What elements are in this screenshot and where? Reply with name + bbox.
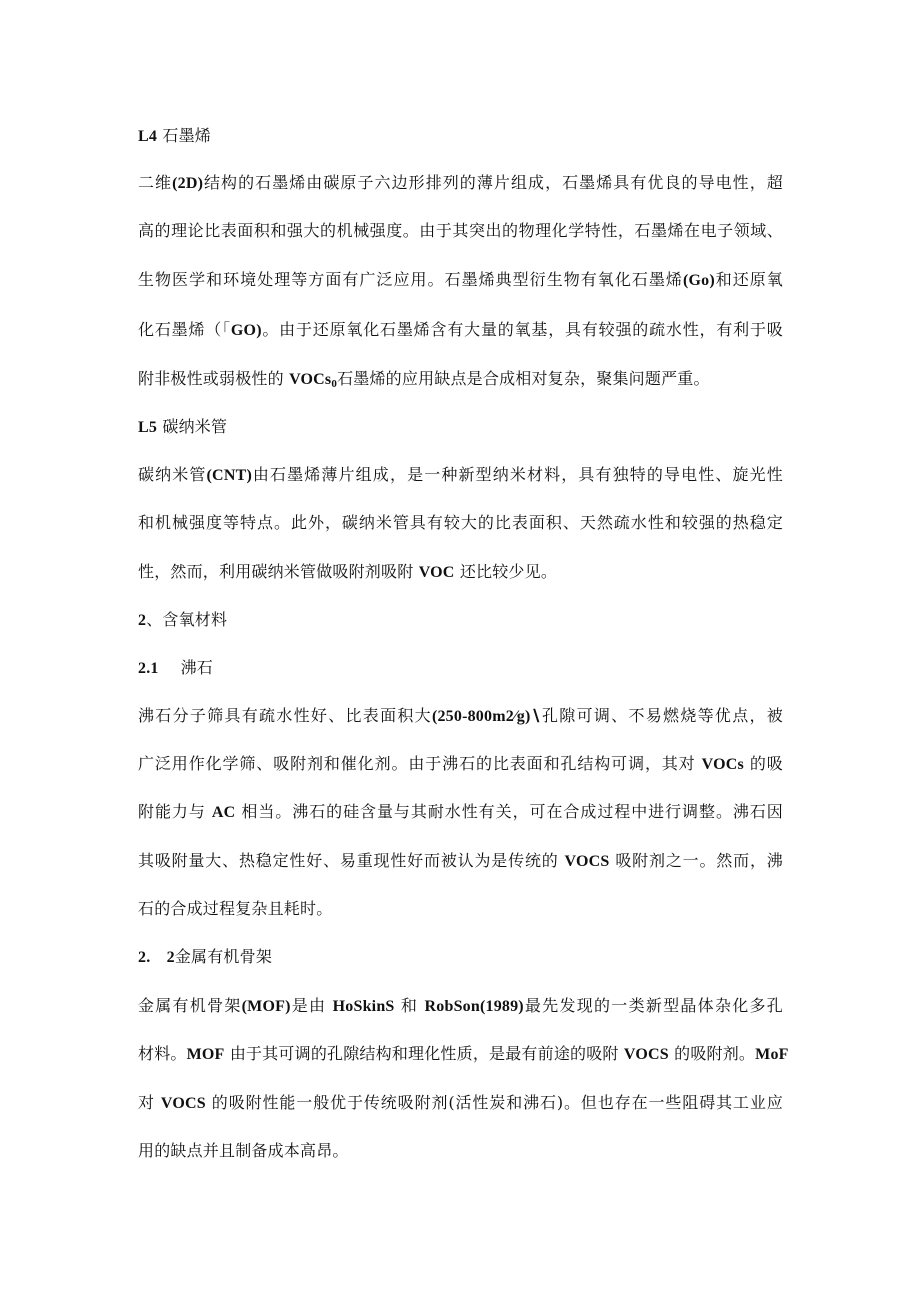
text-run: 广泛用作化学筛、吸附剂和催化剂。由于沸石的比表面和孔结构可调，其对 — [138, 754, 702, 773]
text-run-bold: MoF — [755, 1046, 789, 1063]
text-run: 由石墨烯薄片组成，是一种新型纳米材料，具有独特的导电性、旋光性 — [251, 465, 783, 484]
zeolite-paragraph-line — [138, 802, 783, 823]
text-run: 的吸 — [743, 754, 784, 773]
heading-text: 金属有机骨架 — [174, 947, 273, 966]
text-run: 相当。沸石的硅含量与其耐水性有关，可在合成过程中进行调整。沸石因 — [235, 802, 784, 821]
text-run: 还比较少见。 — [454, 562, 558, 581]
graphene-paragraph-line — [138, 320, 783, 341]
heading-number: 2. 2 — [138, 949, 175, 966]
text-run: 金属有机骨架 — [138, 996, 242, 1015]
section-heading-cnt — [138, 417, 227, 438]
mof-paragraph-line — [138, 996, 783, 1017]
text-run-bold: VOCs — [701, 756, 744, 773]
subscript: 0 — [331, 378, 338, 390]
mof-paragraph-line — [138, 1093, 783, 1114]
text-run: 是由 — [290, 996, 333, 1015]
text-run-bold: MOF — [186, 1046, 225, 1063]
text-run: 和还原氧 — [714, 270, 783, 289]
text-run-bold: (250-800m2∕g)∖ — [431, 708, 541, 725]
text-run: 对 — [138, 1093, 161, 1112]
text-run: 。由于还原氧化石墨烯含有大量的氧基，具有较强的疏水性，有利于吸 — [261, 320, 784, 339]
section-heading-mof — [138, 947, 272, 968]
text-run: 的吸附性能一般优于传统吸附剂(活性炭和沸石)。但也存在一些阻碍其工业应 — [205, 1093, 783, 1112]
graphene-paragraph-line — [138, 369, 710, 394]
text-run: 生物医学和环境处理等方面有广泛应用。石墨烯典型衍生物有氧化石墨烯 — [138, 270, 683, 289]
text-run: 吸附剂之一。然而，沸 — [609, 851, 783, 870]
text-run: 沸石分子筛具有疏水性好、比表面积大 — [138, 706, 432, 725]
graphene-paragraph-line: 高的理论比表面积和强大的机械强度。由于其突出的物理化学特性，石墨烯在电子领域、 — [138, 221, 783, 240]
text-run: 和 — [394, 996, 425, 1015]
heading-text: 石墨烯 — [162, 126, 211, 145]
text-run-bold: VOCS — [564, 853, 610, 870]
cnt-paragraph-line: 和机械强度等特点。此外，碳纳米管具有较大的比表面积、天然疏水性和较强的热稳定 — [138, 513, 783, 532]
heading-number: L4 — [138, 128, 158, 145]
cnt-paragraph-line — [138, 465, 783, 486]
text-run: 最先发现的一类新型晶体杂化多孔 — [523, 996, 783, 1015]
text-run-bold: VOCS — [623, 1046, 669, 1063]
section-heading-graphene — [138, 126, 211, 147]
mof-paragraph-line — [138, 1044, 789, 1065]
text-run: 性，然而，利用碳纳米管做吸附剂吸附 — [138, 562, 419, 581]
graphene-paragraph-line — [138, 270, 783, 291]
text-run-bold: (Go) — [682, 272, 715, 289]
text-run-bold: (CNT) — [206, 467, 252, 484]
text-run-bold: HoSkinS — [332, 998, 395, 1015]
zeolite-paragraph-line — [138, 754, 783, 775]
text-run: 的吸附剂。 — [668, 1044, 756, 1063]
graphene-paragraph-line — [138, 173, 783, 194]
text-run: 二维 — [138, 173, 173, 192]
text-run-bold: VOCS — [160, 1095, 206, 1112]
zeolite-paragraph-line — [138, 851, 783, 872]
text-run: 孔隙可调、不易燃烧等优点，被 — [540, 706, 783, 725]
text-run-bold: VOCs — [289, 371, 332, 388]
text-run-bold: (MOF) — [241, 998, 291, 1015]
cnt-paragraph-line — [138, 562, 557, 583]
text-run-bold: RobSon(1989) — [424, 998, 524, 1015]
text-run: 附能力与 — [138, 802, 212, 821]
heading-number: 2.1 — [138, 660, 159, 677]
text-run: 附非极性或弱极性的 — [138, 369, 290, 388]
text-run-bold: GO) — [230, 322, 262, 339]
text-run: 由于其可调的孔隙结构和理化性质，是最有前途的吸附 — [224, 1044, 624, 1063]
heading-text: 、含氧材料 — [146, 610, 228, 629]
mof-paragraph-line: 用的缺点并且制备成本高昂。 — [138, 1141, 349, 1160]
section-heading-oxygen — [138, 610, 227, 631]
text-run: 其吸附量大、热稳定性好、易重现性好而被认为是传统的 — [138, 851, 565, 870]
text-run: 材料。 — [138, 1044, 187, 1063]
text-run: 碳纳米管 — [138, 465, 207, 484]
heading-number: 2 — [138, 612, 147, 629]
section-heading-zeolite — [138, 658, 213, 679]
heading-number: L5 — [138, 419, 158, 436]
text-run: 化石墨烯（「 — [138, 320, 231, 339]
text-run-bold: (2D) — [172, 175, 204, 192]
heading-text: 碳纳米管 — [162, 417, 228, 436]
text-run-bold: AC — [211, 804, 236, 821]
text-run: 结构的石墨烯由碳原子六边形排列的薄片组成，石墨烯具有优良的导电性，超 — [203, 173, 783, 192]
text-run-bold: VOC — [418, 564, 455, 581]
zeolite-paragraph-line: 石的合成过程复杂且耗时。 — [138, 899, 333, 918]
text-run: 石墨烯的应用缺点是合成相对复杂，聚集问题严重。 — [337, 369, 710, 388]
zeolite-paragraph-line — [138, 706, 783, 727]
heading-text: 沸石 — [180, 658, 214, 677]
